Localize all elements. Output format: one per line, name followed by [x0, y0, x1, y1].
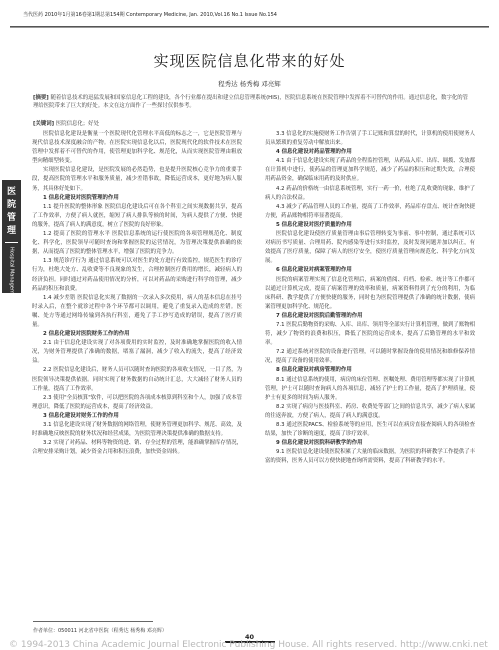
body-paragraph: 实现医院信息化建设，是医院发展的必然趋势，也是提升医院核心竞争力的重要手段，提高医院的管理水平和服务质量，减少差错事故，降低运营成本，更好地为病人服务，其具体好处如下。: [32, 167, 242, 192]
section-heading: 8 信息化建设对病房管理的作用: [276, 367, 352, 374]
article-authors: 程秀达 杨秀梅 邓亮辉: [218, 80, 281, 88]
body-paragraph: 医院的病案管理实现了信息化管理后，病案的借阅、归档、检索、统计等工作都可以通过计算机完成，提高了病案管理的效率和质量，病案资料得到了充分的利用，为临床科研、教学提供了方便快捷的服务，同时也为医院管理提供了准确的统计数据，使病案管理更加科学化、规范化。: [265, 276, 475, 310]
section-heading: 4 信息化建设对药品管理的作用: [276, 149, 352, 156]
body-paragraph: 医院信息化建设使医疗质量管理由事后管理转变为事前、事中控制，通过系统可以对病历书写质量、合理用药、院内感染等进行实时监控，及时发现问题并加以纠正，有效提高了医疗质量，保障了病人的医疗安全，使医疗质量管理向规范化、科学化方向发展。: [265, 231, 475, 265]
journal-header: [10, 10, 489, 27]
side-tab-divider: [5, 242, 18, 243]
body-column-right: [265, 130, 475, 466]
author-affiliation-footnote: 作者单位：050011 河北省中医院（程秀达 杨秀梅 邓亮辉）: [33, 628, 167, 634]
body-paragraph: 1.3 规范诊疗行为 通过信息系统可以对医生的处方进行有效监控，规范医生的诊疗行为，杜绝大处方、乱收费等不良现象的发生，合理控制医疗费用的增长，减轻病人的经济负担。同时通过对药品使用情况的分析，可以对药品的采购进行科学的管理，减少药品的积压和浪费。: [32, 258, 242, 292]
body-paragraph: 4.1 由于信息化建设实现了药品的全程监控管理，从药品入库、出库、调拨、发放都在计算机中进行，使药品的管理更加科学规范，减少了药品的积压和过期失效，合理使用药品资金，确保临床用药的及时供应。: [265, 158, 475, 183]
section-heading: 1 信息化建设对医院管理的作用: [43, 194, 119, 201]
abstract-label: [摘要]: [33, 95, 49, 101]
section-heading: 7 信息化建设对医院后勤管理的作用: [276, 312, 363, 319]
section-heading: 6 信息化建设对病案管理的作用: [276, 267, 352, 274]
body-paragraph: 3.3 信息化的实施使财务工作告别了手工记账和算盘的时代，计算机的使用使财务人员从繁琐的重复劳动中解放出来。: [265, 131, 475, 147]
section-heading: 9 信息化建设对医院科研教学的作用: [276, 440, 363, 447]
body-paragraph: 8.2 实现了病房与医技科室、药房、收费处等部门之间的信息共享，减少了病人家属的往返奔波，方便了病人，提高了病人的满意度。: [265, 403, 475, 419]
page-number: 40: [244, 633, 255, 641]
abstract: [33, 94, 473, 110]
body-paragraph: 9.1 医院信息化建设使医院积累了大量的临床数据，为医院的科研教学工作提供了丰富的资料，医务人员可以方便快捷地查询所需资料，提高了科研教学的水平。: [265, 449, 475, 465]
footnote-rule: [33, 621, 153, 622]
body-paragraph: 2.2 医院信息化建设后，财务人员可以随时查询医院的各项收支情况，一目了然，为医院领导决策提供依据。同时实现了财务数据的自动统计汇总，大大减轻了财务人员的工作量，提高了工作效率。: [32, 367, 242, 392]
body-paragraph: 2.1 由于信息化建设实现了对各项费用的实时监控，及时准确地掌握医院的收入情况，为财务管理提供了准确的数据，堵塞了漏洞，减少了收入的流失，提高了经济效益。: [32, 340, 242, 365]
body-paragraph: 1.1 提升医院的整体形象 医院信息化建设后可在各个科室之间实现数据共享，提高了工作效率，方便了病人就医，缩短了病人排队等候的时间，为病人提供了方便、快捷的服务，提高了病人的满意度，树立了医院的良好形象。: [32, 203, 242, 228]
section-heading: 3 信息化建设对财务工作的作用: [43, 412, 119, 419]
body-paragraph: 3.1 信息化建设实现了财务数据的网络管理，使财务管理更加科学、规范、高效，及时准确地反映医院的财务状况和经营成果，为医院管理决策提供准确的数据支持。: [32, 422, 242, 438]
keywords-label: [关键词]: [33, 121, 55, 127]
side-tab-char: 院: [6, 200, 16, 210]
body-paragraph: 1.4 减少差错 医院信息化实现了数据的一次录入多次使用，病人的基本信息在挂号时录入后，在整个就诊过程中各个环节都可以调用，避免了重复录入造成的差错。医嘱、处方等通过网络传输到各执行科室，避免了手工抄写造成的错误，提高了医疗质量。: [32, 294, 242, 328]
side-tab-char: 理: [6, 226, 16, 236]
body-paragraph: 医院信息化建设是衡量一个医院现代化管理水平高低的标志之一，它是医院管理与现代信息技术深度融合的产物。在医院实现信息化以后，医院现代化的软件技术在医院管理中发挥着不可替代的作用，使管理更加科学化、规范化，从而实现医院管理由粗放型向精细型转变。: [32, 131, 242, 165]
body-paragraph: 3.2 实现了对药品、材料等物资的进、销、存全过程的管理，能准确掌握库存情况，合理安排采购计划，减少资金占用和积压浪费，加快资金周转。: [32, 440, 242, 456]
section-heading: 2 信息化建设对医院财务工作的作用: [43, 331, 130, 338]
section-side-tab: [2, 180, 21, 302]
header-rule: [10, 27, 489, 28]
side-tab-char: 管: [6, 213, 16, 223]
body-paragraph: 4.3 减少了药品管理人员的工作量，提高了工作效率，药品库存盘点、统计查询快捷方便，药品账物相符率显著提高。: [265, 203, 475, 219]
body-paragraph: 8.3 通过医院PACS、检验系统等的应用，医生可以在病房直接查阅病人的各项检查结果，加快了诊断的速度，提高了诊疗效率。: [265, 422, 475, 438]
body-column-left: [32, 130, 242, 457]
abstract-text: 随着信息技术的迅猛发展和国家信息化工程的建设，各个行业都在提出和建立信息管理系统(HIS)，医院信息系统在医院管理中发挥着不可替代的作用。通过信息化，数字化的管理给医院带来了巨大的好处。本文在这方面作了一些探讨仅供参考。: [33, 95, 469, 109]
keywords-text: 医院信息化；好处: [55, 121, 99, 127]
article-title: 实现医院信息化带来的好处: [153, 52, 346, 70]
section-heading: 5 信息化建设对医疗质量的作用: [276, 221, 352, 228]
copyright-watermark: © 1994-2013 China Academic Journal Electronic Publishing House. All rights reserved. http://www.cnki.net: [9, 640, 488, 650]
journal-header-text: 当代医药 2010年1月第16卷第1期总第154期 Contemporary Medicine, Jan. 2010,Vol.16 No.1 Issue No.154: [23, 12, 277, 18]
body-paragraph: 7.2 通过系统对医院的设备进行管理，可以随时掌握设备的使用情况和维修保养情况，提高了设备的使用效率。: [265, 349, 475, 365]
body-paragraph: 8.1 通过信息系统的使用，病房的床位管理、医嘱处理、费用管理等都实现了计算机管理，护士可以随时查询病人的各项信息，减轻了护士的工作量，提高了护理质量，使护士有更多的时间为病人服务。: [265, 376, 475, 401]
keywords: [33, 119, 473, 127]
side-tab-english: Hospital Management: [8, 247, 15, 302]
side-tab-char: 医: [6, 187, 16, 197]
body-paragraph: 2.3 使用"全员核算"软件，可以把医院的各项成本核算到科室和个人，加强了成本管理意识，降低了医院的运营成本，提高了经济效益。: [32, 394, 242, 410]
body-paragraph: 1.2 提高了医院的管理水平 医院信息系统的运行使医院的各项管理规范化、制度化、科学化，医院领导可随时查询和掌握医院的运营情况，为管理决策提供准确的依据，从而提高了医院的整体管理水平，增强了医院的竞争力。: [32, 231, 242, 256]
body-paragraph: 7.1 医院后勤物资的采购、入库、出库、领用等全部实行计算机管理，做到了账物相符，减少了物资的浪费和积压，降低了医院的运营成本，提高了后勤管理的水平和效率。: [265, 321, 475, 347]
body-paragraph: 4.2 药品的价格统一由信息系统管理，实行一药一价，杜绝了乱收费的现象，维护了病人的合法权益。: [265, 185, 475, 201]
